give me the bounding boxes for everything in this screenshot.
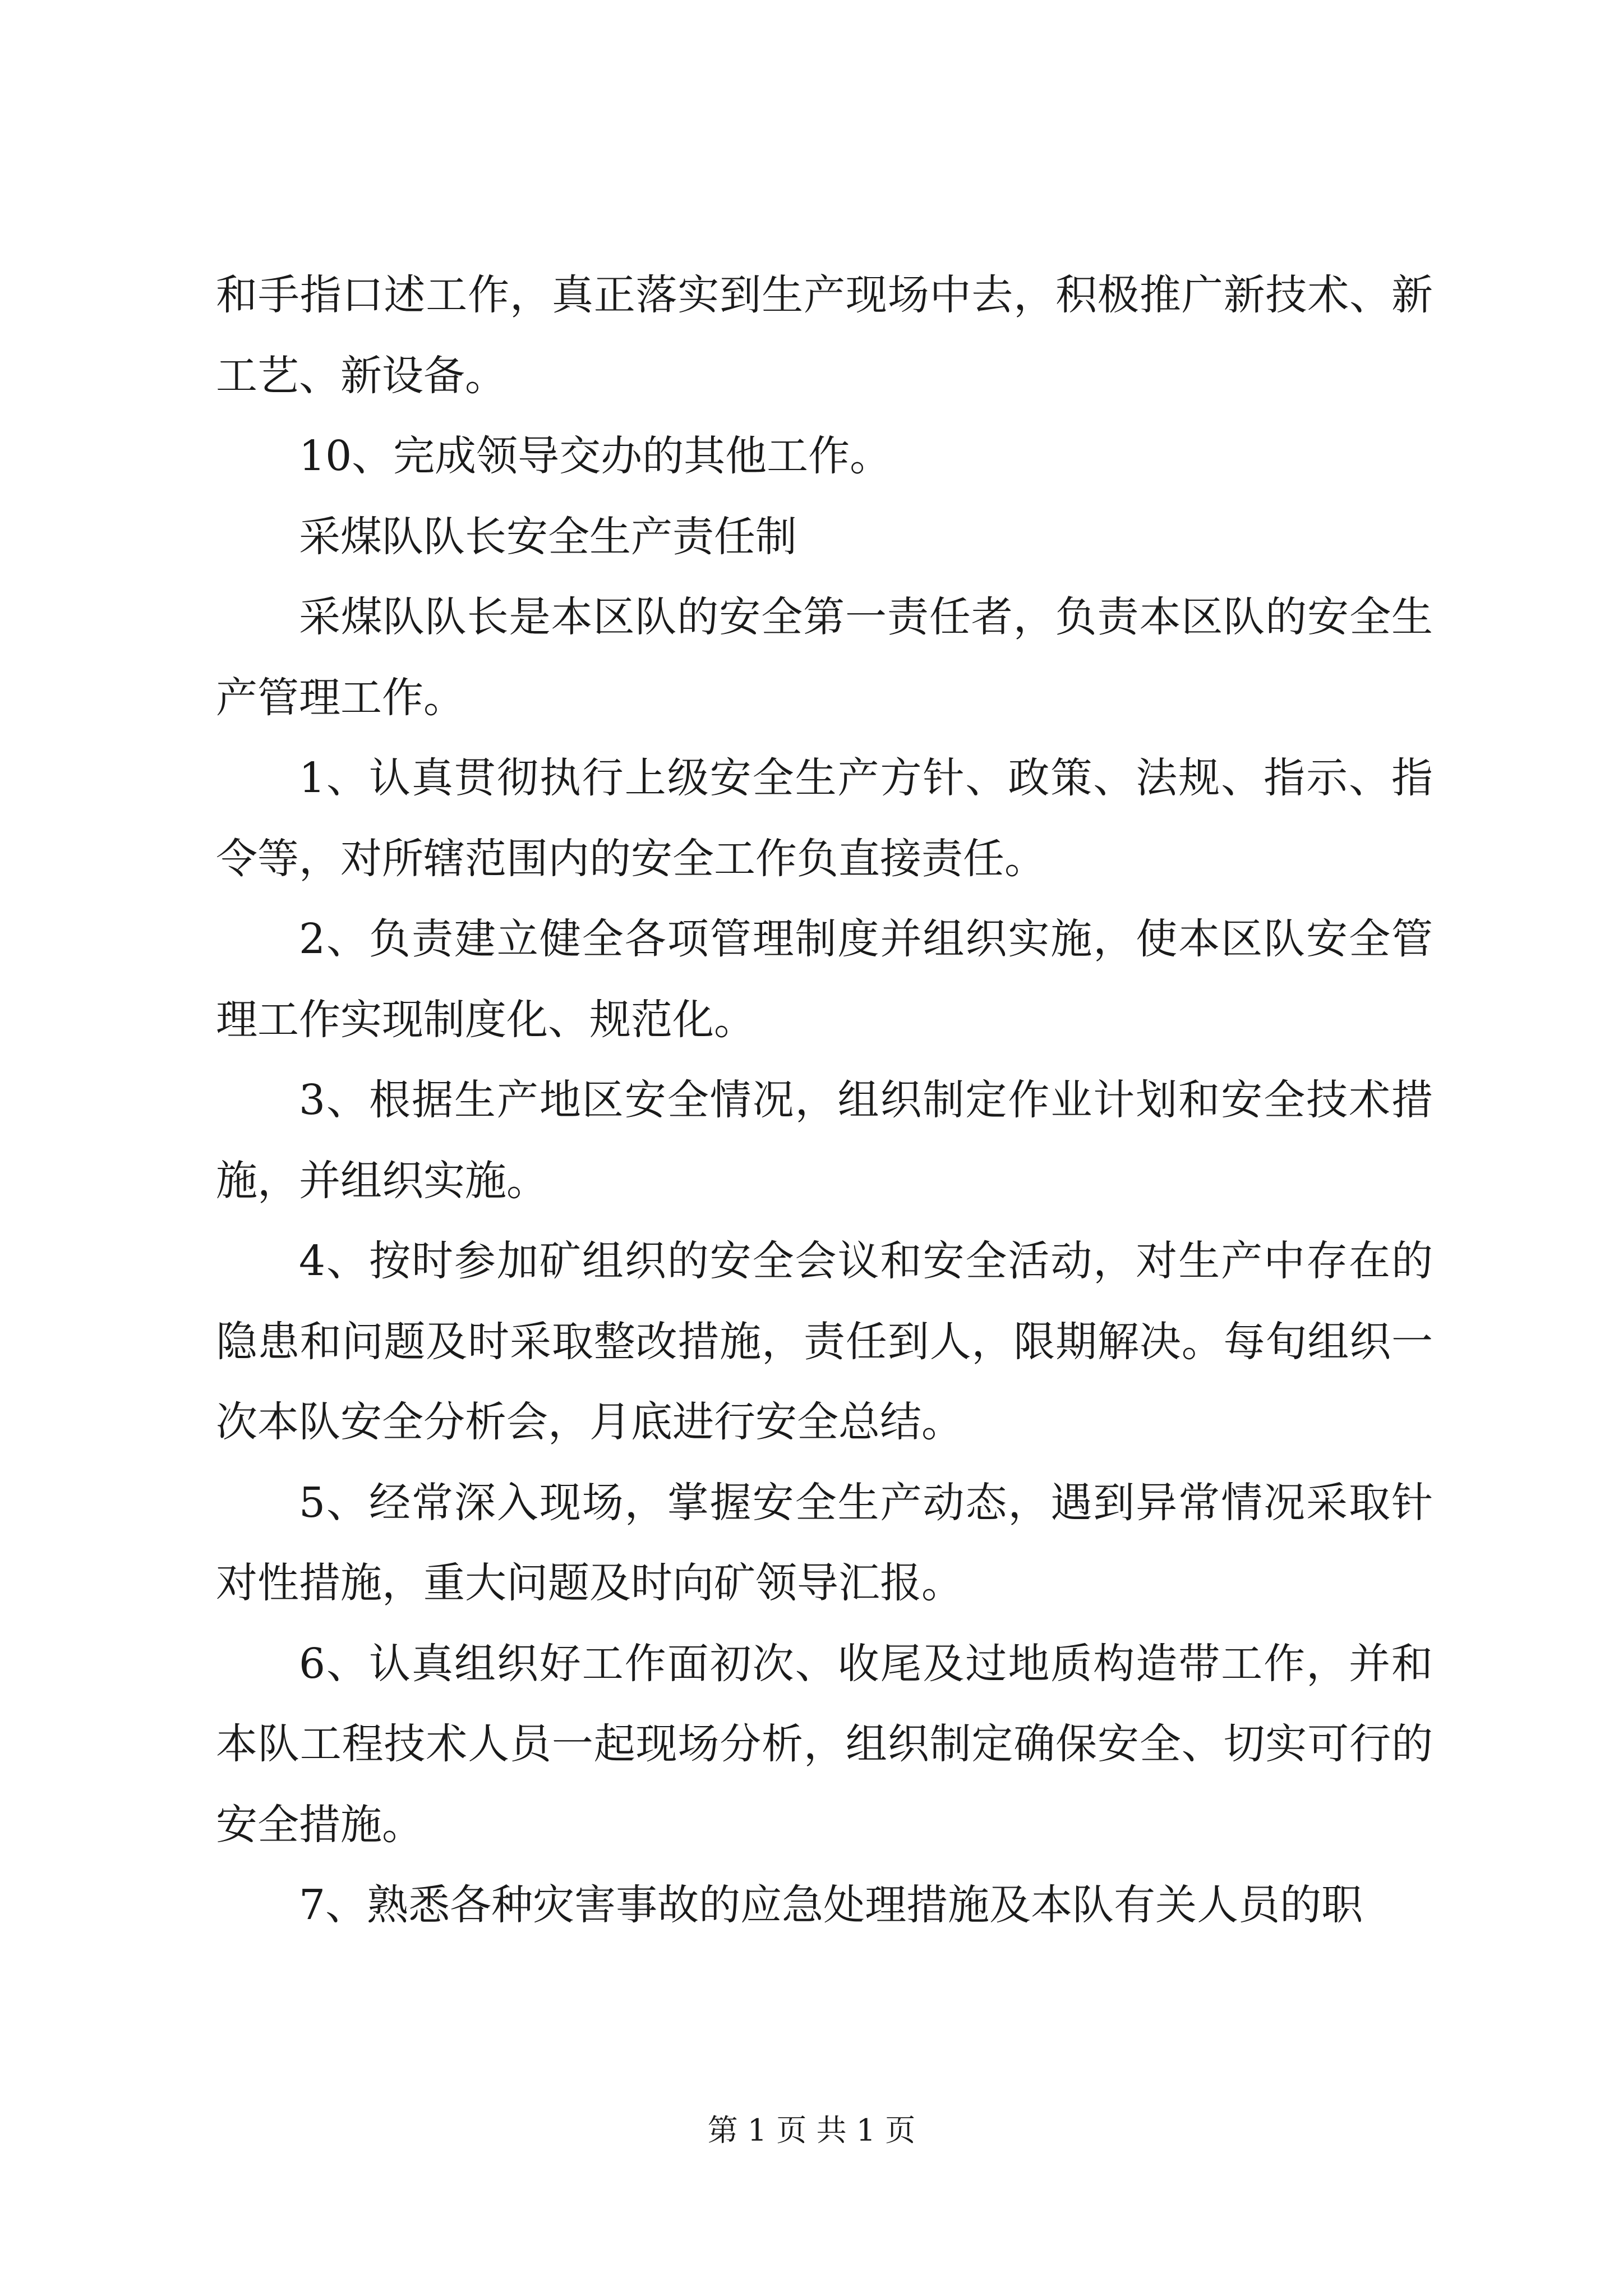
paragraph-item-5: 5、经常深入现场，掌握安全生产动态，遇到异常情况采取针对性措施，重大问题及时向矿领导汇报。 <box>216 1478 1433 1607</box>
document-body <box>216 255 1433 1946</box>
page-footer: 第 1 页 共 1 页 <box>707 2113 916 2148</box>
paragraph-item-6: 6、认真组织好工作面初次、收尾及过地质构造带工作，并和本队工程技术人员一起现场分析，组织制定确保安全、切实可行的安全措施。 <box>216 1639 1433 1849</box>
paragraph-item-1: 1、认真贯彻执行上级安全生产方针、政策、法规、指示、指令等，对所辖范围内的安全工作负直接责任。 <box>216 754 1433 883</box>
paragraph-item-7: 7、熟悉各种灾害事故的应急处理措施及本队有关人员的职 <box>299 1881 1363 1929</box>
paragraph-continuation: 和手指口述工作，真正落实到生产现场中去，积极推广新技术、新工艺、新设备。 <box>216 271 1433 400</box>
section-heading: 采煤队队长安全生产责任制 <box>299 512 797 561</box>
paragraph-item-4: 4、按时参加矿组织的安全会议和安全活动，对生产中存在的隐患和问题及时采取整改措施，责任到人，限期解决。每旬组织一次本队安全分析会，月底进行安全总结。 <box>216 1237 1433 1446</box>
paragraph-item-10: 10、完成领导交办的其他工作。 <box>299 432 892 480</box>
paragraph-item-3: 3、根据生产地区安全情况，组织制定作业计划和安全技术措施，并组织实施。 <box>216 1076 1433 1205</box>
paragraph-intro: 采煤队队长是本区队的安全第一责任者，负责本区队的安全生产管理工作。 <box>216 593 1433 722</box>
paragraph-item-2: 2、负责建立健全各项管理制度并组织实施，使本区队安全管理工作实现制度化、规范化。 <box>216 915 1433 1044</box>
